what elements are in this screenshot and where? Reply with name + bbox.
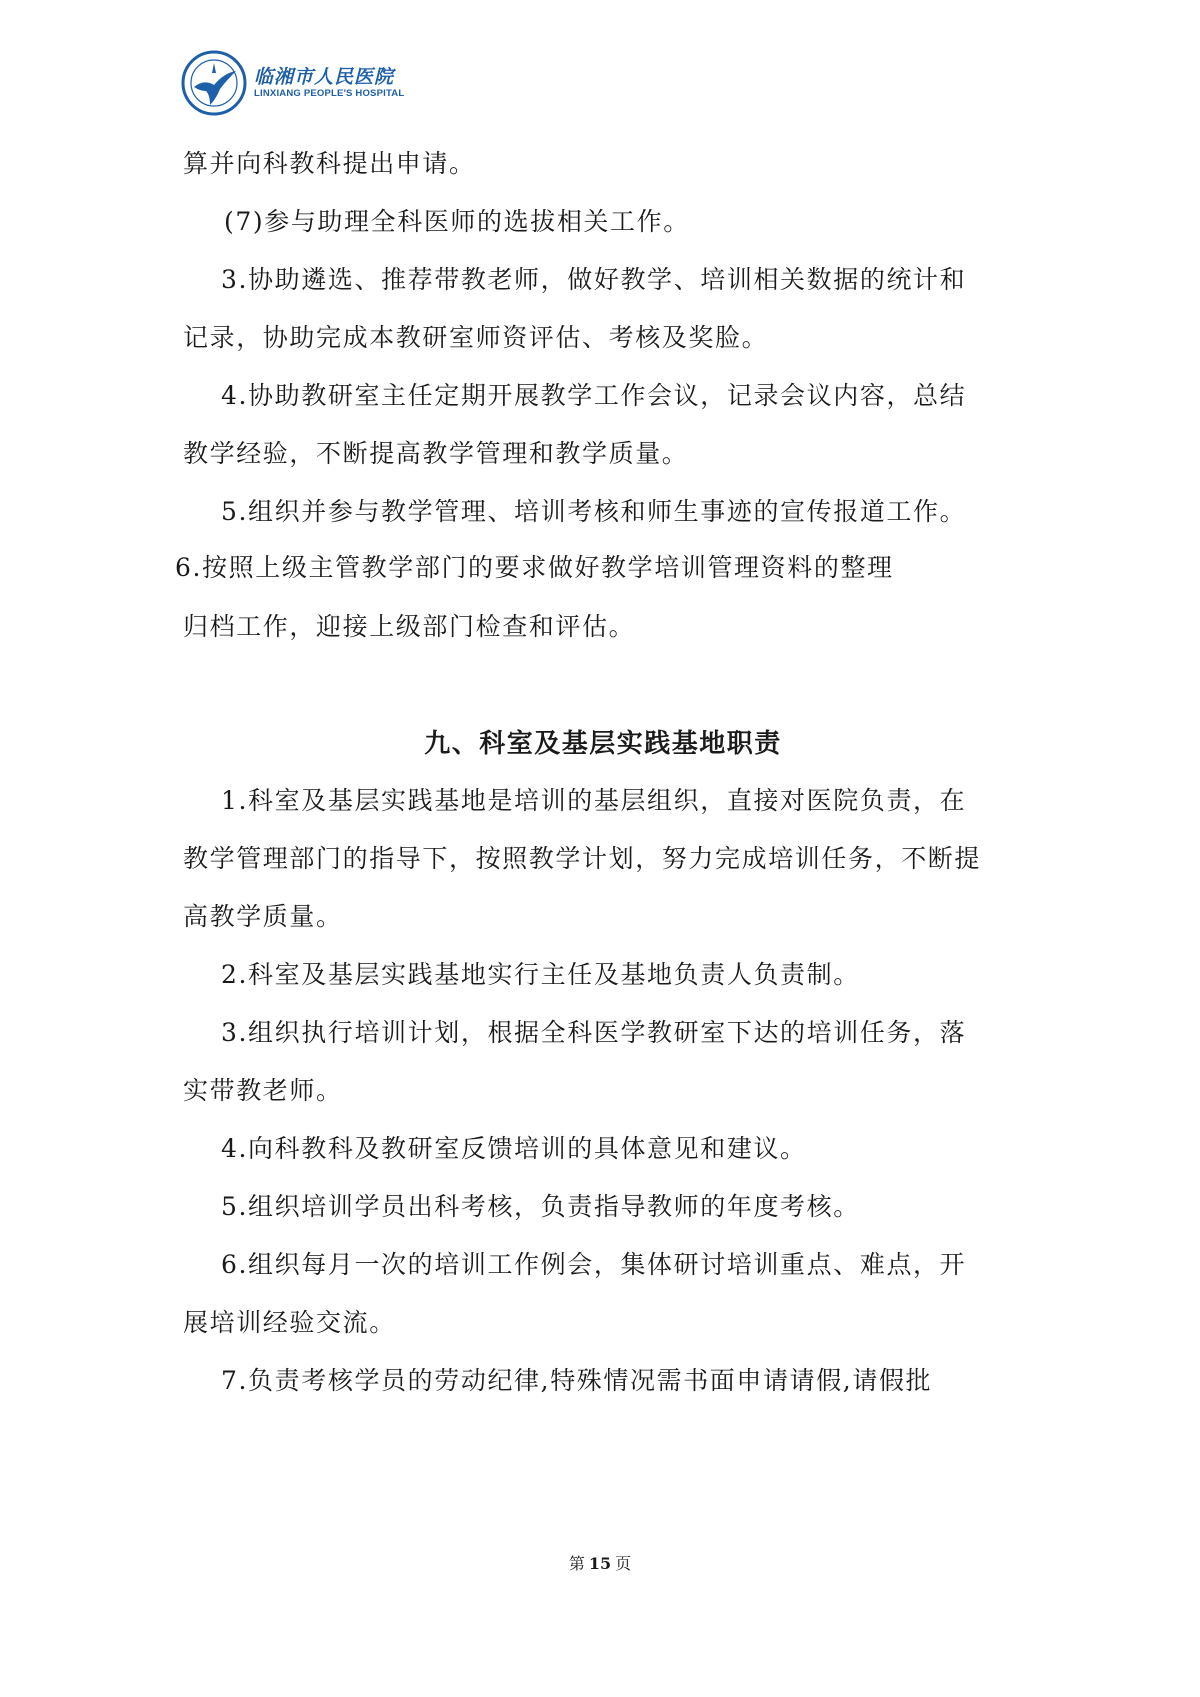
- hospital-header: [180, 48, 404, 118]
- section-line: 7.负责考核学员的劳动纪律,特殊情况需书面申请请假,请假批: [221, 1366, 933, 1395]
- hospital-emblem-icon: [180, 49, 248, 117]
- body-line: 算并向科教科提出申请。: [183, 149, 476, 178]
- body-line: 3.协助遴选、推荐带教老师，做好教学、培训相关数据的统计和: [221, 265, 967, 294]
- page-suffix: 页: [615, 1554, 632, 1573]
- page-footer: [0, 1553, 1200, 1575]
- section-line: 5.组织培训学员出科考核，负责指导教师的年度考核。: [221, 1192, 860, 1221]
- section-line: 4.向科教科及教研室反馈培训的具体意见和建议。: [221, 1134, 807, 1163]
- page-prefix: 第: [568, 1554, 585, 1573]
- section-line: 6.组织每月一次的培训工作例会，集体研讨培训重点、难点，开: [221, 1250, 967, 1279]
- section-line: 展培训经验交流。: [183, 1308, 396, 1337]
- body-line: (7)参与助理全科医师的选拔相关工作。: [224, 207, 690, 236]
- body-line: 记录，协助完成本教研室师资评估、考核及奖脸。: [183, 323, 769, 352]
- section-line: 教学管理部门的指导下，按照教学计划，努力完成培训任务，不断提: [183, 844, 982, 873]
- body-line: 6.按照上级主管教学部门的要求做好教学培训管理资料的整理: [175, 553, 894, 582]
- section-heading: 九、科室及基层实践基地职责: [424, 728, 782, 758]
- body-line: 4.协助教研室主任定期开展教学工作会议，记录会议内容，总结: [221, 381, 967, 410]
- section-line: 2.科室及基层实践基地实行主任及基地负责人负责制。: [221, 960, 860, 989]
- section-line: 1.科室及基层实践基地是培训的基层组织，直接对医院负责，在: [221, 786, 967, 815]
- hospital-name-en: LINXIANG PEOPLE'S HOSPITAL: [254, 88, 405, 99]
- body-line: 归档工作，迎接上级部门检查和评估。: [183, 612, 636, 641]
- hospital-name-cn: 临湘市人民医院: [254, 66, 395, 88]
- body-line: 5.组织并参与教学管理、培训考核和师生事迹的宣传报道工作。: [221, 497, 967, 526]
- section-line: 高教学质量。: [183, 902, 343, 931]
- page-number: 15: [588, 1554, 612, 1573]
- section-line: 3.组织执行培训计划，根据全科医学教研室下达的培训任务，落: [221, 1018, 967, 1047]
- body-line: 教学经验，不断提高教学管理和教学质量。: [183, 439, 689, 468]
- section-line: 实带教老师。: [183, 1076, 343, 1105]
